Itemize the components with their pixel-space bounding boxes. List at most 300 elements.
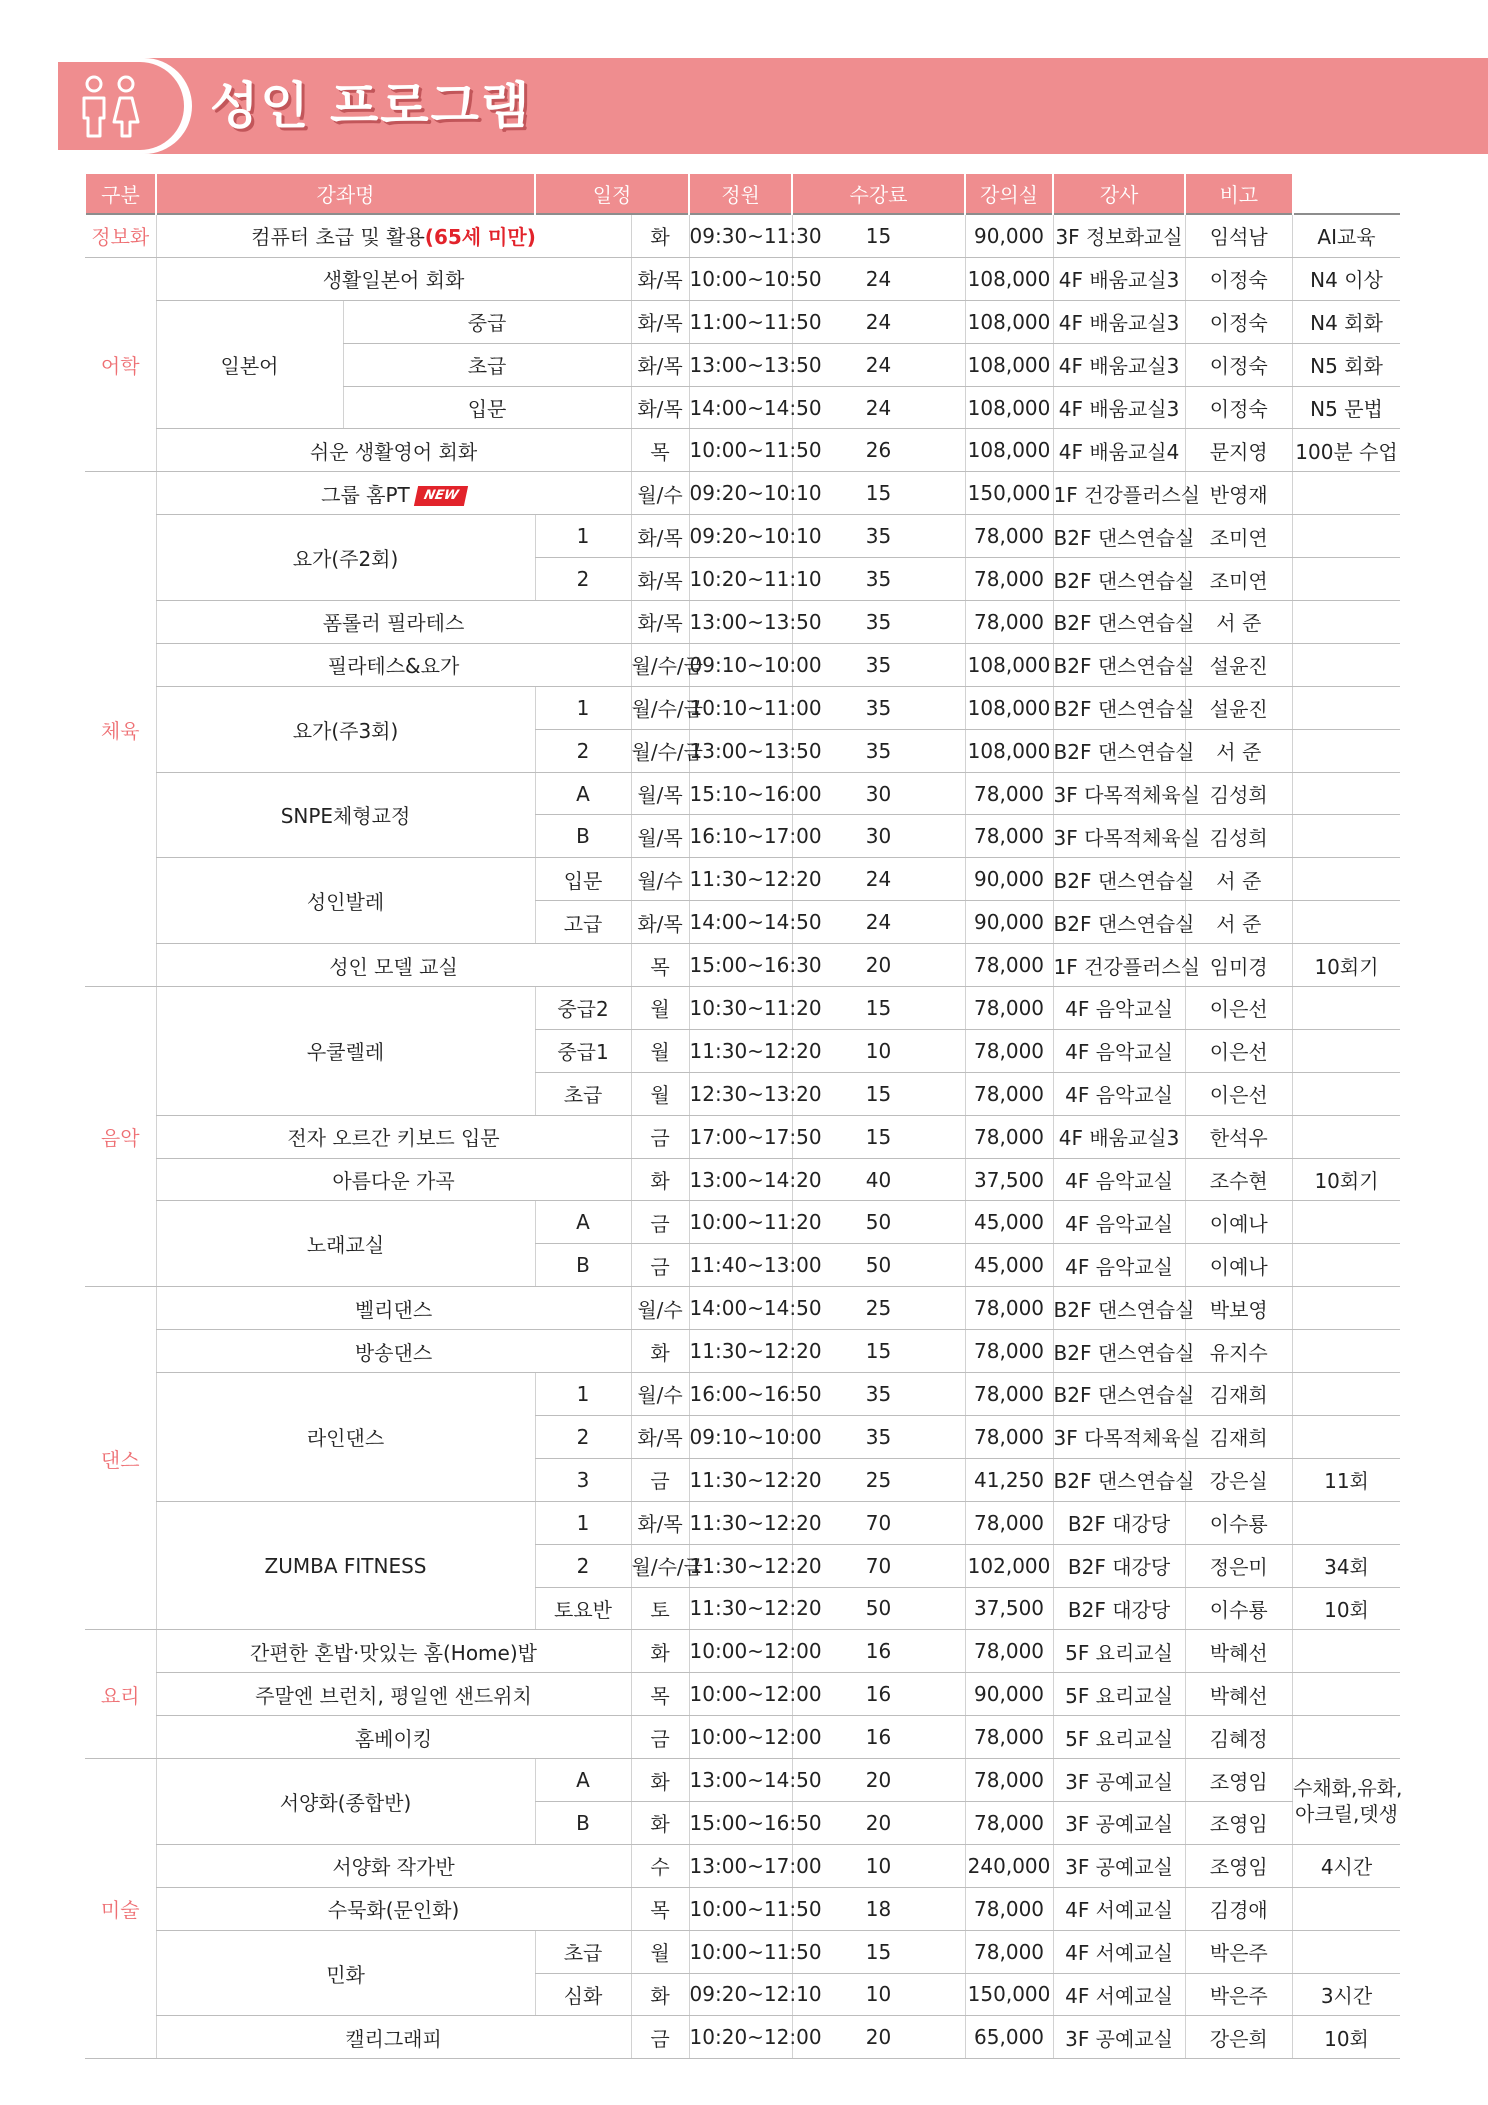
day-cell: 월/수 bbox=[631, 472, 689, 515]
fee-cell: 78,000 bbox=[965, 1415, 1053, 1458]
time-cell: 09:20~10:10 bbox=[689, 515, 792, 558]
room-cell: 3F 공예교실 bbox=[1053, 1844, 1185, 1887]
capacity-cell: 15 bbox=[792, 987, 965, 1030]
new-badge: NEW bbox=[414, 486, 468, 506]
fee-cell: 78,000 bbox=[965, 1501, 1053, 1544]
course-level: B bbox=[535, 1244, 631, 1287]
teacher-cell: 박은주 bbox=[1185, 1973, 1292, 2016]
teacher-cell: 김혜정 bbox=[1185, 1716, 1292, 1759]
capacity-cell: 15 bbox=[792, 1072, 965, 1115]
teacher-cell: 문지영 bbox=[1185, 429, 1292, 472]
room-cell: 4F 음악교실 bbox=[1053, 1201, 1185, 1244]
capacity-cell: 50 bbox=[792, 1201, 965, 1244]
course-name bbox=[156, 643, 631, 686]
course-name bbox=[156, 1844, 631, 1887]
teacher-cell: 서 준 bbox=[1185, 601, 1292, 644]
teacher-cell: 박보영 bbox=[1185, 1287, 1292, 1330]
teacher-cell: 김재희 bbox=[1185, 1415, 1292, 1458]
note-cell bbox=[1293, 1716, 1400, 1759]
capacity-cell: 24 bbox=[792, 300, 965, 343]
page-title: 성인 프로그램 bbox=[210, 77, 532, 135]
day-cell: 월/목 bbox=[631, 815, 689, 858]
capacity-cell: 50 bbox=[792, 1587, 965, 1630]
fee-cell: 45,000 bbox=[965, 1244, 1053, 1287]
fee-cell: 108,000 bbox=[965, 300, 1053, 343]
table-row bbox=[85, 1930, 1400, 1973]
table-header bbox=[85, 174, 1400, 214]
fee-cell: 108,000 bbox=[965, 429, 1053, 472]
teacher-cell: 박은주 bbox=[1185, 1930, 1292, 1973]
teacher-cell: 박혜선 bbox=[1185, 1630, 1292, 1673]
note-cell bbox=[1293, 472, 1400, 515]
table-row bbox=[85, 214, 1400, 257]
day-cell: 월 bbox=[631, 987, 689, 1030]
teacher-cell: 김성희 bbox=[1185, 815, 1292, 858]
table-row bbox=[85, 300, 1400, 343]
day-cell: 월/수/금 bbox=[631, 643, 689, 686]
course-level: 초급 bbox=[535, 1930, 631, 1973]
note-cell: AI교육 bbox=[1293, 214, 1400, 257]
table-row bbox=[85, 643, 1400, 686]
time-cell: 14:00~14:50 bbox=[689, 386, 792, 429]
note-cell bbox=[1293, 1759, 1403, 1845]
table-row bbox=[85, 1330, 1400, 1373]
fee-cell: 108,000 bbox=[965, 729, 1053, 772]
course-name bbox=[156, 214, 631, 257]
course-level: A bbox=[535, 1201, 631, 1244]
table-row bbox=[85, 987, 1400, 1030]
day-cell: 화/목 bbox=[631, 515, 689, 558]
room-cell: 3F 공예교실 bbox=[1053, 2016, 1185, 2059]
header-note: 비고 bbox=[1185, 174, 1292, 214]
teacher-cell: 김재희 bbox=[1185, 1373, 1292, 1416]
header-teacher: 강사 bbox=[1053, 174, 1185, 214]
capacity-cell: 35 bbox=[792, 515, 965, 558]
day-cell: 월/수 bbox=[631, 1287, 689, 1330]
fee-cell: 150,000 bbox=[965, 472, 1053, 515]
time-cell: 13:00~13:50 bbox=[689, 729, 792, 772]
time-cell: 14:00~14:50 bbox=[689, 901, 792, 944]
fee-cell: 108,000 bbox=[965, 643, 1053, 686]
age-limit-note: (65세 미만) bbox=[424, 225, 536, 250]
time-cell: 10:00~11:50 bbox=[689, 429, 792, 472]
fee-cell: 102,000 bbox=[965, 1544, 1053, 1587]
program-table bbox=[84, 174, 1403, 2059]
room-cell: B2F 댄스연습실 bbox=[1053, 601, 1185, 644]
teacher-cell: 서 준 bbox=[1185, 901, 1292, 944]
course-level: 초급 bbox=[343, 343, 631, 386]
table-row bbox=[85, 686, 1400, 729]
fee-cell: 78,000 bbox=[965, 1115, 1053, 1158]
capacity-cell: 50 bbox=[792, 1244, 965, 1287]
fee-cell: 78,000 bbox=[965, 987, 1053, 1030]
course-name-text: 서양화 작가반 bbox=[332, 1855, 455, 1880]
teacher-cell: 조미연 bbox=[1185, 515, 1292, 558]
capacity-cell: 40 bbox=[792, 1158, 965, 1201]
capacity-cell: 24 bbox=[792, 901, 965, 944]
day-cell: 화/목 bbox=[631, 1415, 689, 1458]
capacity-cell: 10 bbox=[792, 1844, 965, 1887]
table-row bbox=[85, 772, 1400, 815]
day-cell: 목 bbox=[631, 1887, 689, 1930]
day-cell: 화/목 bbox=[631, 300, 689, 343]
note-cell bbox=[1293, 1373, 1400, 1416]
day-cell: 화/목 bbox=[631, 558, 689, 601]
course-name-text: 생활일본어 회화 bbox=[322, 268, 465, 293]
room-cell: B2F 댄스연습실 bbox=[1053, 558, 1185, 601]
fee-cell: 78,000 bbox=[965, 515, 1053, 558]
fee-cell: 78,000 bbox=[965, 1716, 1053, 1759]
fee-cell: 78,000 bbox=[965, 1759, 1053, 1802]
table-row bbox=[85, 1759, 1400, 1802]
fee-cell: 90,000 bbox=[965, 214, 1053, 257]
course-name bbox=[156, 1115, 631, 1158]
time-cell: 13:00~14:20 bbox=[689, 1158, 792, 1201]
time-cell: 10:00~11:50 bbox=[689, 1930, 792, 1973]
course-name: SNPE체형교정 bbox=[156, 772, 535, 858]
teacher-cell: 서 준 bbox=[1185, 729, 1292, 772]
category-cell: 정보화 bbox=[85, 214, 156, 257]
note-line: 아크릴,뎃생 bbox=[1295, 1802, 1398, 1827]
course-name: 민화 bbox=[156, 1930, 535, 2016]
capacity-cell: 24 bbox=[792, 858, 965, 901]
category-cell: 체육 bbox=[85, 472, 156, 987]
note-cell bbox=[1293, 1630, 1400, 1673]
course-level: 입문 bbox=[535, 858, 631, 901]
fee-cell: 37,500 bbox=[965, 1587, 1053, 1630]
day-cell: 월/수/금 bbox=[631, 686, 689, 729]
course-name bbox=[156, 1673, 631, 1716]
day-cell: 월/수/금 bbox=[631, 1544, 689, 1587]
teacher-cell: 임미경 bbox=[1185, 944, 1292, 987]
course-level: 2 bbox=[535, 1415, 631, 1458]
time-cell: 13:00~17:00 bbox=[689, 1844, 792, 1887]
time-cell: 15:00~16:30 bbox=[689, 944, 792, 987]
course-name-text: 캘리그래피 bbox=[345, 2026, 442, 2051]
capacity-cell: 25 bbox=[792, 1458, 965, 1501]
course-level: 2 bbox=[535, 1544, 631, 1587]
note-cell bbox=[1293, 1501, 1400, 1544]
category-cell: 미술 bbox=[85, 1759, 156, 2059]
fee-cell: 240,000 bbox=[965, 1844, 1053, 1887]
day-cell: 월/수/금 bbox=[631, 729, 689, 772]
note-cell bbox=[1293, 601, 1400, 644]
time-cell: 11:30~12:20 bbox=[689, 1029, 792, 1072]
teacher-cell: 이은선 bbox=[1185, 1029, 1292, 1072]
note-cell: 10회 bbox=[1293, 2016, 1400, 2059]
room-cell: 4F 배움교실3 bbox=[1053, 343, 1185, 386]
table-row bbox=[85, 257, 1400, 300]
note-cell bbox=[1293, 901, 1400, 944]
note-cell: N4 이상 bbox=[1293, 257, 1400, 300]
capacity-cell: 20 bbox=[792, 1759, 965, 1802]
teacher-cell: 임석남 bbox=[1185, 214, 1292, 257]
teacher-cell: 이수룡 bbox=[1185, 1587, 1292, 1630]
day-cell: 목 bbox=[631, 1673, 689, 1716]
room-cell: B2F 댄스연습실 bbox=[1053, 515, 1185, 558]
teacher-cell: 조영임 bbox=[1185, 1844, 1292, 1887]
note-cell bbox=[1293, 1072, 1400, 1115]
note-cell: 10회기 bbox=[1293, 1158, 1400, 1201]
room-cell: 4F 배움교실4 bbox=[1053, 429, 1185, 472]
day-cell: 화 bbox=[631, 1759, 689, 1802]
fee-cell: 41,250 bbox=[965, 1458, 1053, 1501]
table-row bbox=[85, 515, 1400, 558]
course-level: 2 bbox=[535, 558, 631, 601]
note-cell bbox=[1293, 1887, 1400, 1930]
teacher-cell: 이정숙 bbox=[1185, 386, 1292, 429]
capacity-cell: 24 bbox=[792, 257, 965, 300]
teacher-cell: 유지수 bbox=[1185, 1330, 1292, 1373]
time-cell: 10:00~12:00 bbox=[689, 1673, 792, 1716]
day-cell: 금 bbox=[631, 1244, 689, 1287]
day-cell: 수 bbox=[631, 1844, 689, 1887]
room-cell: 1F 건강플러스실 bbox=[1053, 944, 1185, 987]
course-name: 요가(주2회) bbox=[156, 515, 535, 601]
course-name bbox=[156, 472, 631, 515]
header-course: 강좌명 bbox=[156, 174, 535, 214]
note-cell bbox=[1293, 1115, 1400, 1158]
teacher-cell: 이은선 bbox=[1185, 987, 1292, 1030]
day-cell: 화 bbox=[631, 1801, 689, 1844]
time-cell: 13:00~14:50 bbox=[689, 1759, 792, 1802]
course-name: 우쿨렐레 bbox=[156, 987, 535, 1116]
course-level: 1 bbox=[535, 686, 631, 729]
capacity-cell: 35 bbox=[792, 729, 965, 772]
room-cell: 4F 음악교실 bbox=[1053, 1244, 1185, 1287]
course-name bbox=[156, 601, 631, 644]
capacity-cell: 15 bbox=[792, 1930, 965, 1973]
room-cell: 4F 배움교실3 bbox=[1053, 386, 1185, 429]
table-row bbox=[85, 858, 1400, 901]
note-cell bbox=[1293, 1244, 1400, 1287]
room-cell: B2F 댄스연습실 bbox=[1053, 643, 1185, 686]
time-cell: 11:00~11:50 bbox=[689, 300, 792, 343]
room-cell: B2F 대강당 bbox=[1053, 1544, 1185, 1587]
course-name-text: 쉬운 생활영어 회화 bbox=[309, 439, 478, 464]
teacher-cell: 강은희 bbox=[1185, 2016, 1292, 2059]
category-cell: 댄스 bbox=[85, 1287, 156, 1630]
course-name: 성인발레 bbox=[156, 858, 535, 944]
capacity-cell: 15 bbox=[792, 214, 965, 257]
room-cell: B2F 댄스연습실 bbox=[1053, 686, 1185, 729]
capacity-cell: 10 bbox=[792, 1029, 965, 1072]
note-cell: 10회 bbox=[1293, 1587, 1400, 1630]
room-cell: 3F 공예교실 bbox=[1053, 1759, 1185, 1802]
note-cell bbox=[1293, 686, 1400, 729]
course-level: 1 bbox=[535, 515, 631, 558]
fee-cell: 108,000 bbox=[965, 686, 1053, 729]
day-cell: 월 bbox=[631, 1029, 689, 1072]
teacher-cell: 조영임 bbox=[1185, 1759, 1292, 1802]
time-cell: 16:10~17:00 bbox=[689, 815, 792, 858]
room-cell: B2F 댄스연습실 bbox=[1053, 1287, 1185, 1330]
course-level: 중급 bbox=[343, 300, 631, 343]
note-cell bbox=[1293, 987, 1400, 1030]
capacity-cell: 24 bbox=[792, 386, 965, 429]
day-cell: 월 bbox=[631, 1072, 689, 1115]
note-cell bbox=[1293, 1930, 1400, 1973]
fee-cell: 78,000 bbox=[965, 601, 1053, 644]
room-cell: 4F 음악교실 bbox=[1053, 1158, 1185, 1201]
note-cell bbox=[1293, 1415, 1400, 1458]
time-cell: 11:30~12:20 bbox=[689, 1587, 792, 1630]
time-cell: 09:10~10:00 bbox=[689, 1415, 792, 1458]
note-cell bbox=[1293, 729, 1400, 772]
course-name bbox=[156, 1287, 631, 1330]
time-cell: 11:30~12:20 bbox=[689, 1330, 792, 1373]
day-cell: 금 bbox=[631, 1115, 689, 1158]
course-name-text: 방송댄스 bbox=[354, 1340, 433, 1365]
category-cell: 어학 bbox=[85, 257, 156, 471]
room-cell: B2F 댄스연습실 bbox=[1053, 858, 1185, 901]
note-cell: 4시간 bbox=[1293, 1844, 1400, 1887]
capacity-cell: 16 bbox=[792, 1673, 965, 1716]
day-cell: 화 bbox=[631, 1330, 689, 1373]
table-row bbox=[85, 1158, 1400, 1201]
note-cell: N4 회화 bbox=[1293, 300, 1400, 343]
day-cell: 화/목 bbox=[631, 601, 689, 644]
day-cell: 월 bbox=[631, 1930, 689, 1973]
teacher-cell: 이정숙 bbox=[1185, 343, 1292, 386]
time-cell: 09:10~10:00 bbox=[689, 643, 792, 686]
course-level: 2 bbox=[535, 729, 631, 772]
fee-cell: 78,000 bbox=[965, 1029, 1053, 1072]
room-cell: 3F 다목적체육실 bbox=[1053, 815, 1185, 858]
course-level: 초급 bbox=[535, 1072, 631, 1115]
teacher-cell: 박혜선 bbox=[1185, 1673, 1292, 1716]
room-cell: B2F 대강당 bbox=[1053, 1501, 1185, 1544]
fee-cell: 78,000 bbox=[965, 558, 1053, 601]
course-level: B bbox=[535, 815, 631, 858]
day-cell: 월/수 bbox=[631, 1373, 689, 1416]
course-level: B bbox=[535, 1801, 631, 1844]
time-cell: 13:00~13:50 bbox=[689, 343, 792, 386]
fee-cell: 78,000 bbox=[965, 1887, 1053, 1930]
fee-cell: 108,000 bbox=[965, 343, 1053, 386]
note-cell: 10회기 bbox=[1293, 944, 1400, 987]
time-cell: 10:00~11:20 bbox=[689, 1201, 792, 1244]
time-cell: 10:00~12:00 bbox=[689, 1716, 792, 1759]
room-cell: 5F 요리교실 bbox=[1053, 1673, 1185, 1716]
day-cell: 화 bbox=[631, 1630, 689, 1673]
course-level: A bbox=[535, 772, 631, 815]
table-row bbox=[85, 944, 1400, 987]
room-cell: 4F 배움교실3 bbox=[1053, 1115, 1185, 1158]
course-name: 일본어 bbox=[156, 300, 343, 429]
note-cell bbox=[1293, 558, 1400, 601]
teacher-cell: 김성희 bbox=[1185, 772, 1292, 815]
room-cell: 4F 배움교실3 bbox=[1053, 257, 1185, 300]
table-row bbox=[85, 1630, 1400, 1673]
time-cell: 15:10~16:00 bbox=[689, 772, 792, 815]
header-capacity: 정원 bbox=[689, 174, 792, 214]
note-cell bbox=[1293, 1287, 1400, 1330]
teacher-cell: 조미연 bbox=[1185, 558, 1292, 601]
fee-cell: 90,000 bbox=[965, 901, 1053, 944]
time-cell: 11:30~12:20 bbox=[689, 1501, 792, 1544]
capacity-cell: 20 bbox=[792, 944, 965, 987]
capacity-cell: 35 bbox=[792, 686, 965, 729]
teacher-cell: 이정숙 bbox=[1185, 300, 1292, 343]
day-cell: 화/목 bbox=[631, 343, 689, 386]
day-cell: 금 bbox=[631, 1716, 689, 1759]
capacity-cell: 35 bbox=[792, 1373, 965, 1416]
room-cell: 4F 배움교실3 bbox=[1053, 300, 1185, 343]
day-cell: 월/목 bbox=[631, 772, 689, 815]
capacity-cell: 35 bbox=[792, 601, 965, 644]
time-cell: 09:30~11:30 bbox=[689, 214, 792, 257]
course-level: 중급1 bbox=[535, 1029, 631, 1072]
capacity-cell: 16 bbox=[792, 1630, 965, 1673]
fee-cell: 78,000 bbox=[965, 1373, 1053, 1416]
day-cell: 금 bbox=[631, 2016, 689, 2059]
fee-cell: 78,000 bbox=[965, 1930, 1053, 1973]
category-cell: 음악 bbox=[85, 987, 156, 1287]
course-name-text: 컴퓨터 초급 및 활용 bbox=[251, 225, 425, 250]
room-cell: 4F 음악교실 bbox=[1053, 987, 1185, 1030]
fee-cell: 45,000 bbox=[965, 1201, 1053, 1244]
capacity-cell: 35 bbox=[792, 1415, 965, 1458]
course-name-text: 성인 모델 교실 bbox=[329, 954, 458, 979]
fee-cell: 78,000 bbox=[965, 815, 1053, 858]
day-cell: 화/목 bbox=[631, 901, 689, 944]
note-line: 수채화,유화, bbox=[1293, 1776, 1403, 1801]
course-name bbox=[156, 429, 631, 472]
note-cell bbox=[1293, 815, 1400, 858]
table-row bbox=[85, 2016, 1400, 2059]
capacity-cell: 10 bbox=[792, 1973, 965, 2016]
room-cell: 3F 정보화교실 bbox=[1053, 214, 1185, 257]
teacher-cell: 서 준 bbox=[1185, 858, 1292, 901]
time-cell: 09:20~10:10 bbox=[689, 472, 792, 515]
teacher-cell: 설윤진 bbox=[1185, 643, 1292, 686]
room-cell: 4F 서예교실 bbox=[1053, 1887, 1185, 1930]
table-row bbox=[85, 429, 1400, 472]
teacher-cell: 설윤진 bbox=[1185, 686, 1292, 729]
day-cell: 화 bbox=[631, 1973, 689, 2016]
time-cell: 17:00~17:50 bbox=[689, 1115, 792, 1158]
note-cell bbox=[1293, 1673, 1400, 1716]
room-cell: B2F 댄스연습실 bbox=[1053, 901, 1185, 944]
header-category: 구분 bbox=[85, 174, 156, 214]
room-cell: 5F 요리교실 bbox=[1053, 1716, 1185, 1759]
note-cell bbox=[1293, 1029, 1400, 1072]
fee-cell: 37,500 bbox=[965, 1158, 1053, 1201]
capacity-cell: 20 bbox=[792, 1801, 965, 1844]
course-level: 1 bbox=[535, 1373, 631, 1416]
time-cell: 09:20~12:10 bbox=[689, 1973, 792, 2016]
capacity-cell: 26 bbox=[792, 429, 965, 472]
time-cell: 10:00~11:50 bbox=[689, 1887, 792, 1930]
capacity-cell: 16 bbox=[792, 1716, 965, 1759]
course-name: 노래교실 bbox=[156, 1201, 535, 1287]
course-name-text: 간편한 혼밥·맛있는 홈(Home)밥 bbox=[250, 1640, 537, 1665]
man-woman-icon bbox=[70, 72, 150, 142]
capacity-cell: 15 bbox=[792, 472, 965, 515]
teacher-cell: 정은미 bbox=[1185, 1544, 1292, 1587]
fee-cell: 78,000 bbox=[965, 772, 1053, 815]
note-cell bbox=[1293, 1330, 1400, 1373]
course-name bbox=[156, 944, 631, 987]
capacity-cell: 18 bbox=[792, 1887, 965, 1930]
course-name bbox=[156, 1158, 631, 1201]
note-cell: 34회 bbox=[1293, 1544, 1400, 1587]
fee-cell: 78,000 bbox=[965, 1330, 1053, 1373]
day-cell: 화/목 bbox=[631, 1501, 689, 1544]
time-cell: 10:00~10:50 bbox=[689, 257, 792, 300]
course-name-text: 전자 오르간 키보드 입문 bbox=[287, 1126, 500, 1151]
